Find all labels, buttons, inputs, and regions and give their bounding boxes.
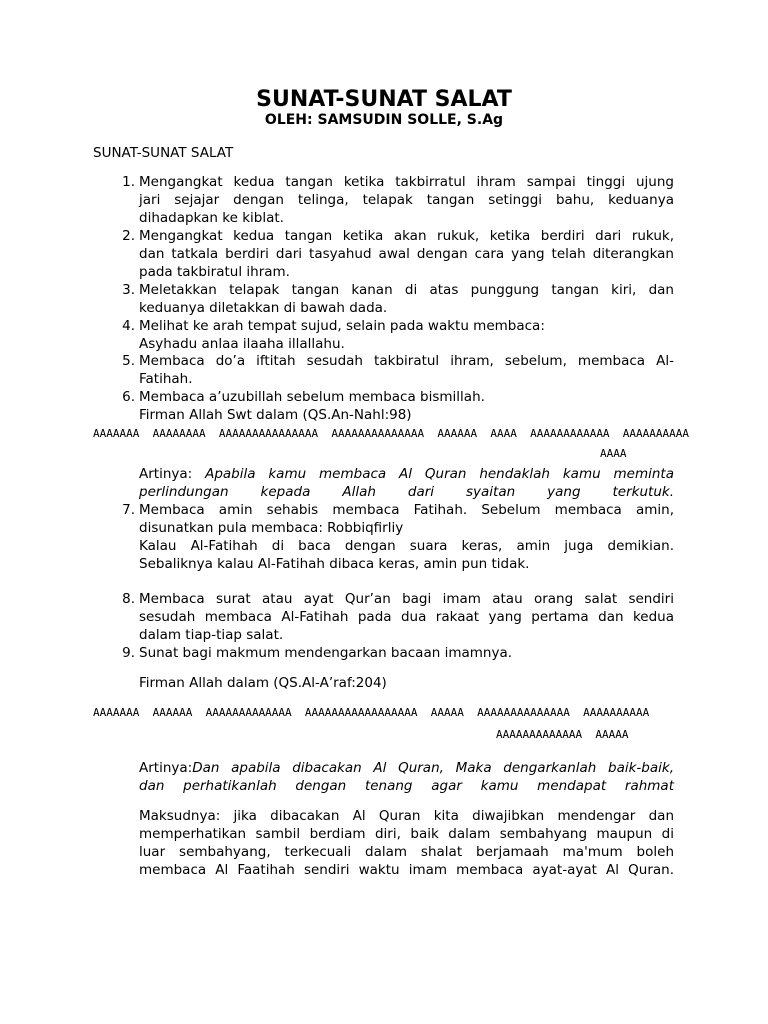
list-line: dalam tiap-tiap salat. [139,627,284,643]
list-line: Kalau Al-Fatihah di baca dengan suara keras, amin juga demikian. [139,538,674,554]
translation-paragraph [139,465,674,501]
list-number: 8. [122,591,135,607]
list-line: dan tatkala berdiri dari tasyahud awal dengan cara yang telah diterangkan [139,246,674,262]
paragraph-line: memperhatikan sambil berdiam diri, baik dalam sembahyang maupun di [139,826,674,842]
document-author: OLEH: SAMSUDIN SOLLE, S.Ag [264,112,504,128]
list-number: 2. [122,228,135,244]
document-title: SUNAT-SUNAT SALAT [256,87,512,112]
list-item [122,388,674,424]
list-number: 7. [122,502,135,518]
list-line: Fatihah. [139,371,193,387]
translation-text: perlindungan kepada Allah dari syaitan yang terkutuk. [139,484,674,500]
list-number: 5. [122,353,135,369]
list-item [122,281,674,317]
list-line: Asyhadu anlaa ilaaha illallahu. [139,336,345,352]
list-line: Mengangkat kedua tangan ketika takbirratul ihram sampai tinggi ujung [139,174,674,190]
verse-reference: Firman Allah dalam (QS.Al-A’raf:204) [139,675,387,691]
list-number: 6. [122,389,135,405]
translation-text: Dan apabila dibacakan Al Quran, Maka dengarkanlah baik-baik, [192,760,674,776]
arabic-verse-line: ААААААА АААААА ААААААААААААА ААААААААААААААААА ААААА АААААААААААААА АААААААААА [93,706,650,719]
list-line: keduanya diletakkan di bawah dada. [139,300,388,316]
list-item [122,317,674,353]
list-line: Firman Allah Swt dalam (QS.An-Nahl:98) [139,407,412,423]
section-heading: SUNAT-SUNAT SALAT [93,145,234,161]
list-line: pada takbiratul ihram. [139,264,290,280]
arabic-verse-line: ААААААААААААА ААААА [496,728,629,741]
translation-text: dan perhatikanlah dengan tenang agar kamu mendapat rahmat [139,778,674,794]
list-line: Membaca amin sehabis membaca Fatihah. Sebelum membaca amin, [139,502,674,518]
arabic-verse-line: АААА [600,447,627,460]
paragraph-line: membaca Al Faatihah sendiri waktu imam membaca ayat-ayat Al Quran. [139,862,674,878]
list-line: Meletakkan telapak tangan kanan di atas punggung tangan kiri, dan [139,282,674,298]
list-line: dihadapkan ke kiblat. [139,210,284,226]
list-line: Melihat ke arah tempat sujud, selain pada waktu membaca: [139,318,545,334]
paragraph-line: Maksudnya: jika dibacakan Al Quran kita diwajibkan mendengar dan [139,808,674,824]
list-item [122,173,674,227]
list-item [122,501,674,573]
list-line: Membaca do’a iftitah sesudah takbiratul ihram, sebelum, membaca Al- [139,353,674,369]
list-line: Membaca surat atau ayat Qur’an bagi imam atau orang salat sendiri [139,591,674,607]
list-item [122,644,674,662]
translation-label: Artinya: [139,760,193,776]
list-number: 4. [122,318,135,334]
translation-paragraph [139,759,674,795]
arabic-verse-line: ААААААА АААААААА ААААААААААААААА АААААААААААААА АААААА АААА АААААААААААА АААААААААА [93,427,690,440]
list-line: sesudah membaca Al-Fatihah pada dua rakaat yang pertama dan kedua [139,609,674,625]
list-line: Sunat bagi makmum mendengarkan bacaan imamnya. [139,645,513,661]
list-line: Membaca a’uzubillah sebelum membaca bismillah. [139,389,485,405]
explanation-paragraph [139,807,674,879]
translation-label: Artinya: [139,466,206,482]
list-line: disunatkan pula membaca: Robbiqfirliy [139,520,404,536]
translation-text: Apabila kamu membaca Al Quran hendaklah kamu meminta [205,466,674,482]
list-line: Sebaliknya kalau Al-Fatihah dibaca keras, amin pun tidak. [139,556,530,572]
paragraph-line: luar sembahyang, terkecuali dalam shalat berjamaah ma'mum boleh [139,844,674,860]
list-number: 3. [122,282,135,298]
list-number: 1. [122,174,135,190]
list-item [122,352,674,388]
list-line: jari sejajar dengan telinga, telapak tangan setinggi bahu, keduanya [139,192,674,208]
list-item [122,590,674,644]
list-item [122,227,674,281]
list-line: Mengangkat kedua tangan ketika akan rukuk, ketika berdiri dari rukuk, [139,228,674,244]
list-number: 9. [122,645,135,661]
